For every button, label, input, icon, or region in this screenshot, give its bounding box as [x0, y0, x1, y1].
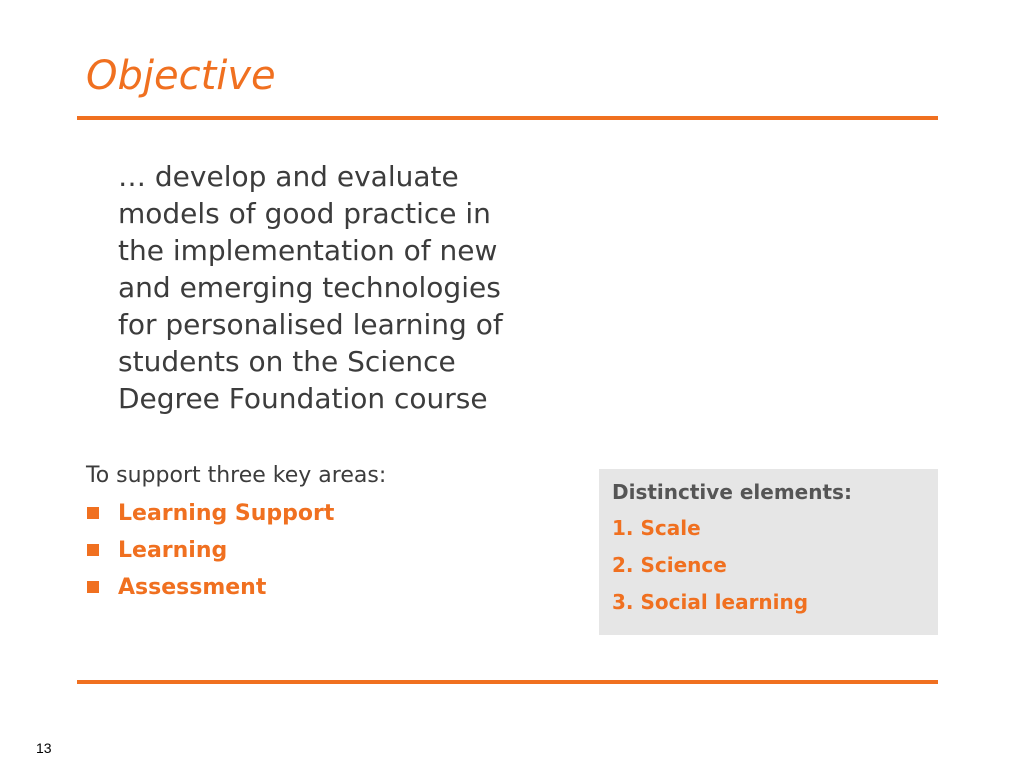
key-area-item: [86, 498, 334, 535]
distinctive-element-item: 3. Social learning: [612, 590, 809, 614]
key-area-label: Learning: [118, 538, 228, 563]
distinctive-elements-list: [612, 515, 938, 626]
key-area-item: [86, 535, 334, 572]
page-number: 13: [36, 740, 52, 756]
key-area-label: Learning Support: [118, 501, 335, 526]
key-areas-list: [86, 498, 334, 609]
square-bullet-icon: [87, 544, 99, 556]
square-bullet-icon: [87, 507, 99, 519]
title-divider: [77, 116, 938, 120]
objective-statement: … develop and evaluate models of good practice in the implementation of new and emerging technologies for personalised learning of students on the Science Degree Foundation course: [118, 160, 503, 415]
key-area-item: [86, 572, 334, 609]
key-area-label: Assessment: [118, 575, 267, 600]
square-bullet-icon: [87, 581, 99, 593]
footer-divider: [77, 680, 938, 684]
distinctive-elements-box: [599, 469, 938, 635]
distinctive-element-item: 2. Science: [612, 553, 727, 577]
distinctive-elements-heading: Distinctive elements:: [612, 480, 852, 504]
distinctive-element-item: 1. Scale: [612, 516, 701, 540]
slide-title: Objective: [86, 53, 276, 99]
support-intro-text: To support three key areas:: [86, 463, 387, 488]
